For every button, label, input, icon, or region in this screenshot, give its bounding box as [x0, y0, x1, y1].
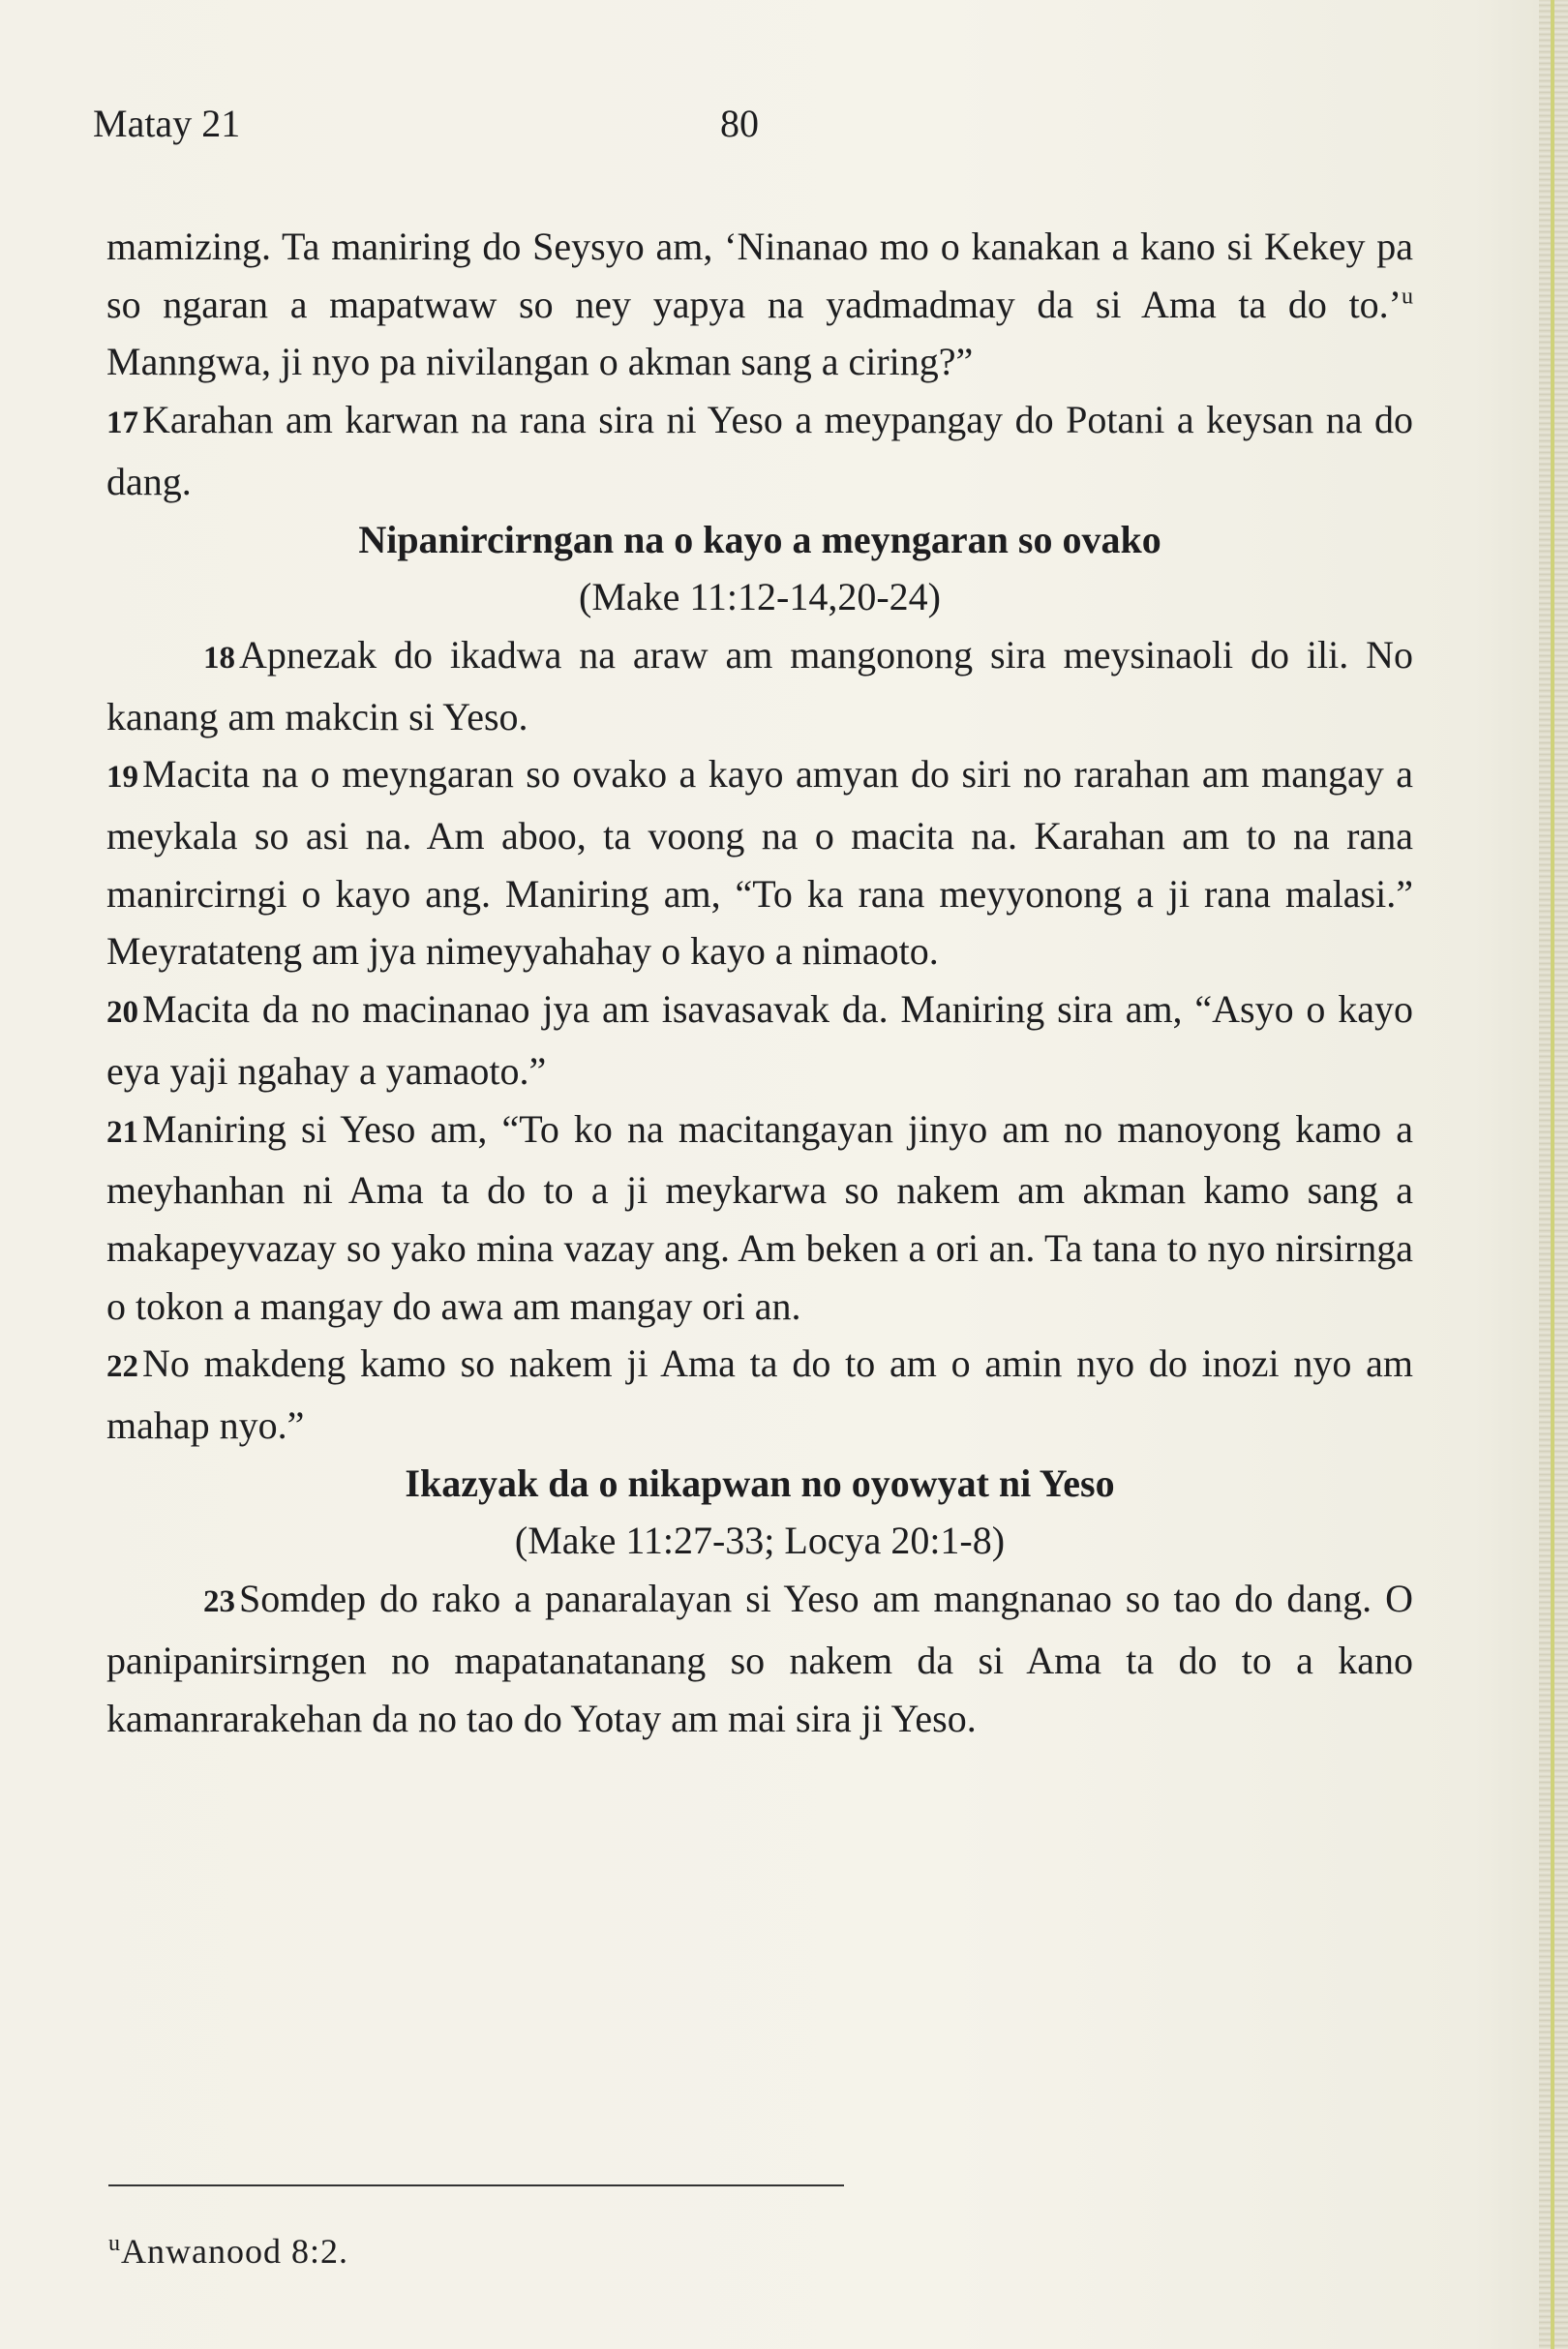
verse-20: 20 Macita da no macinanao jya am isavasavak da. Maniring sira am, “Asyo o kayo eya yaji ngahay a yamaoto.”: [106, 987, 1413, 1093]
body-text: [106, 218, 1413, 1747]
section-heading-1: Nipanircirngan na o kayo a meyngaran so ovako: [358, 517, 1161, 561]
verse-21: 21 Maniring si Yeso am, “To ko na macitangayan jinyo am no manoyong kamo a meyhanhan ni Ama ta do to a ji meykarwa so nakem am akman kamo sang a makapeyvazay so yako mina vazay ang. Am beken a ori an. Ta tana to nyo nirsirnga o tokon a mangay do awa am mangay ori an.: [106, 1106, 1413, 1328]
verse-number: 20: [106, 995, 138, 1031]
page-header: [93, 101, 1432, 159]
section-heading-2: Ikazyak da o nikapwan no oyowyat ni Yeso: [405, 1461, 1115, 1505]
verse-number: 18: [203, 640, 235, 676]
section-ref-1: (Make 11:12-14,20-24): [579, 575, 941, 619]
section-ref-2: (Make 11:27-33; Locya 20:1-8): [514, 1519, 1006, 1563]
verse-number: 17: [106, 406, 138, 441]
footnote: [108, 2231, 348, 2272]
verse-23: 23 Somdep do rako a panaralayan si Yeso am mangnanao so tao do dang. O panipanirsirngen no mapatanatanang so nakem da si Ama ta do to a kano kamanrarakehan da no tao do Yotay am mai sira ji Yeso.: [106, 1577, 1413, 1740]
verse-number: 22: [106, 1349, 138, 1385]
verse-number: 21: [106, 1114, 138, 1150]
verse-16-continued: mamizing. Ta maniring do Seysyo am, ‘Ninanao mo o kanakan a kano si Kekey pa so ngaran a mapatwaw so ney yapya na yadmadmay da si Ama ta do to.’$^u$ Manngwa, ji nyo pa nivilangan o akman sang a ciring?”: [106, 225, 1413, 384]
verse-17: 17 Karahan am karwan na rana sira ni Yeso a meypangay do Potani a keysan na do dang.: [106, 398, 1413, 503]
page-number: 80: [720, 102, 759, 145]
page-edge-line: [1551, 0, 1554, 2349]
footnote-mark: u: [108, 2231, 121, 2256]
verse-19: 19 Macita na o meyngaran so ovako a kayo amyan do siri no rarahan am mangay a meykala so asi na. Am aboo, ta voong na o macita na. Karahan am to na rana manircirngi o kayo ang. Maniring am, “To ka rana meyyonong a ji rana malasi.” Meyratateng am jya nimeyyahahay o kayo a nimaoto.: [106, 752, 1413, 974]
running-head: Matay 21: [93, 102, 241, 145]
footnote-text: Anwanood 8:2.: [121, 2232, 348, 2271]
verse-18: 18 Apnezak do ikadwa na araw am mangonong sira meysinaoli do ili. No kanang am makcin si Yeso.: [106, 632, 1413, 738]
verse-number: 23: [203, 1584, 235, 1620]
verse-number: 19: [106, 760, 138, 796]
verse-22: 22 No makdeng kamo so nakem ji Ama ta do to am o amin nyo do inozi nyo am mahap nyo.”: [106, 1341, 1413, 1448]
footnote-divider: [108, 2184, 844, 2186]
footnote-ref[interactable]: u: [1402, 284, 1413, 310]
